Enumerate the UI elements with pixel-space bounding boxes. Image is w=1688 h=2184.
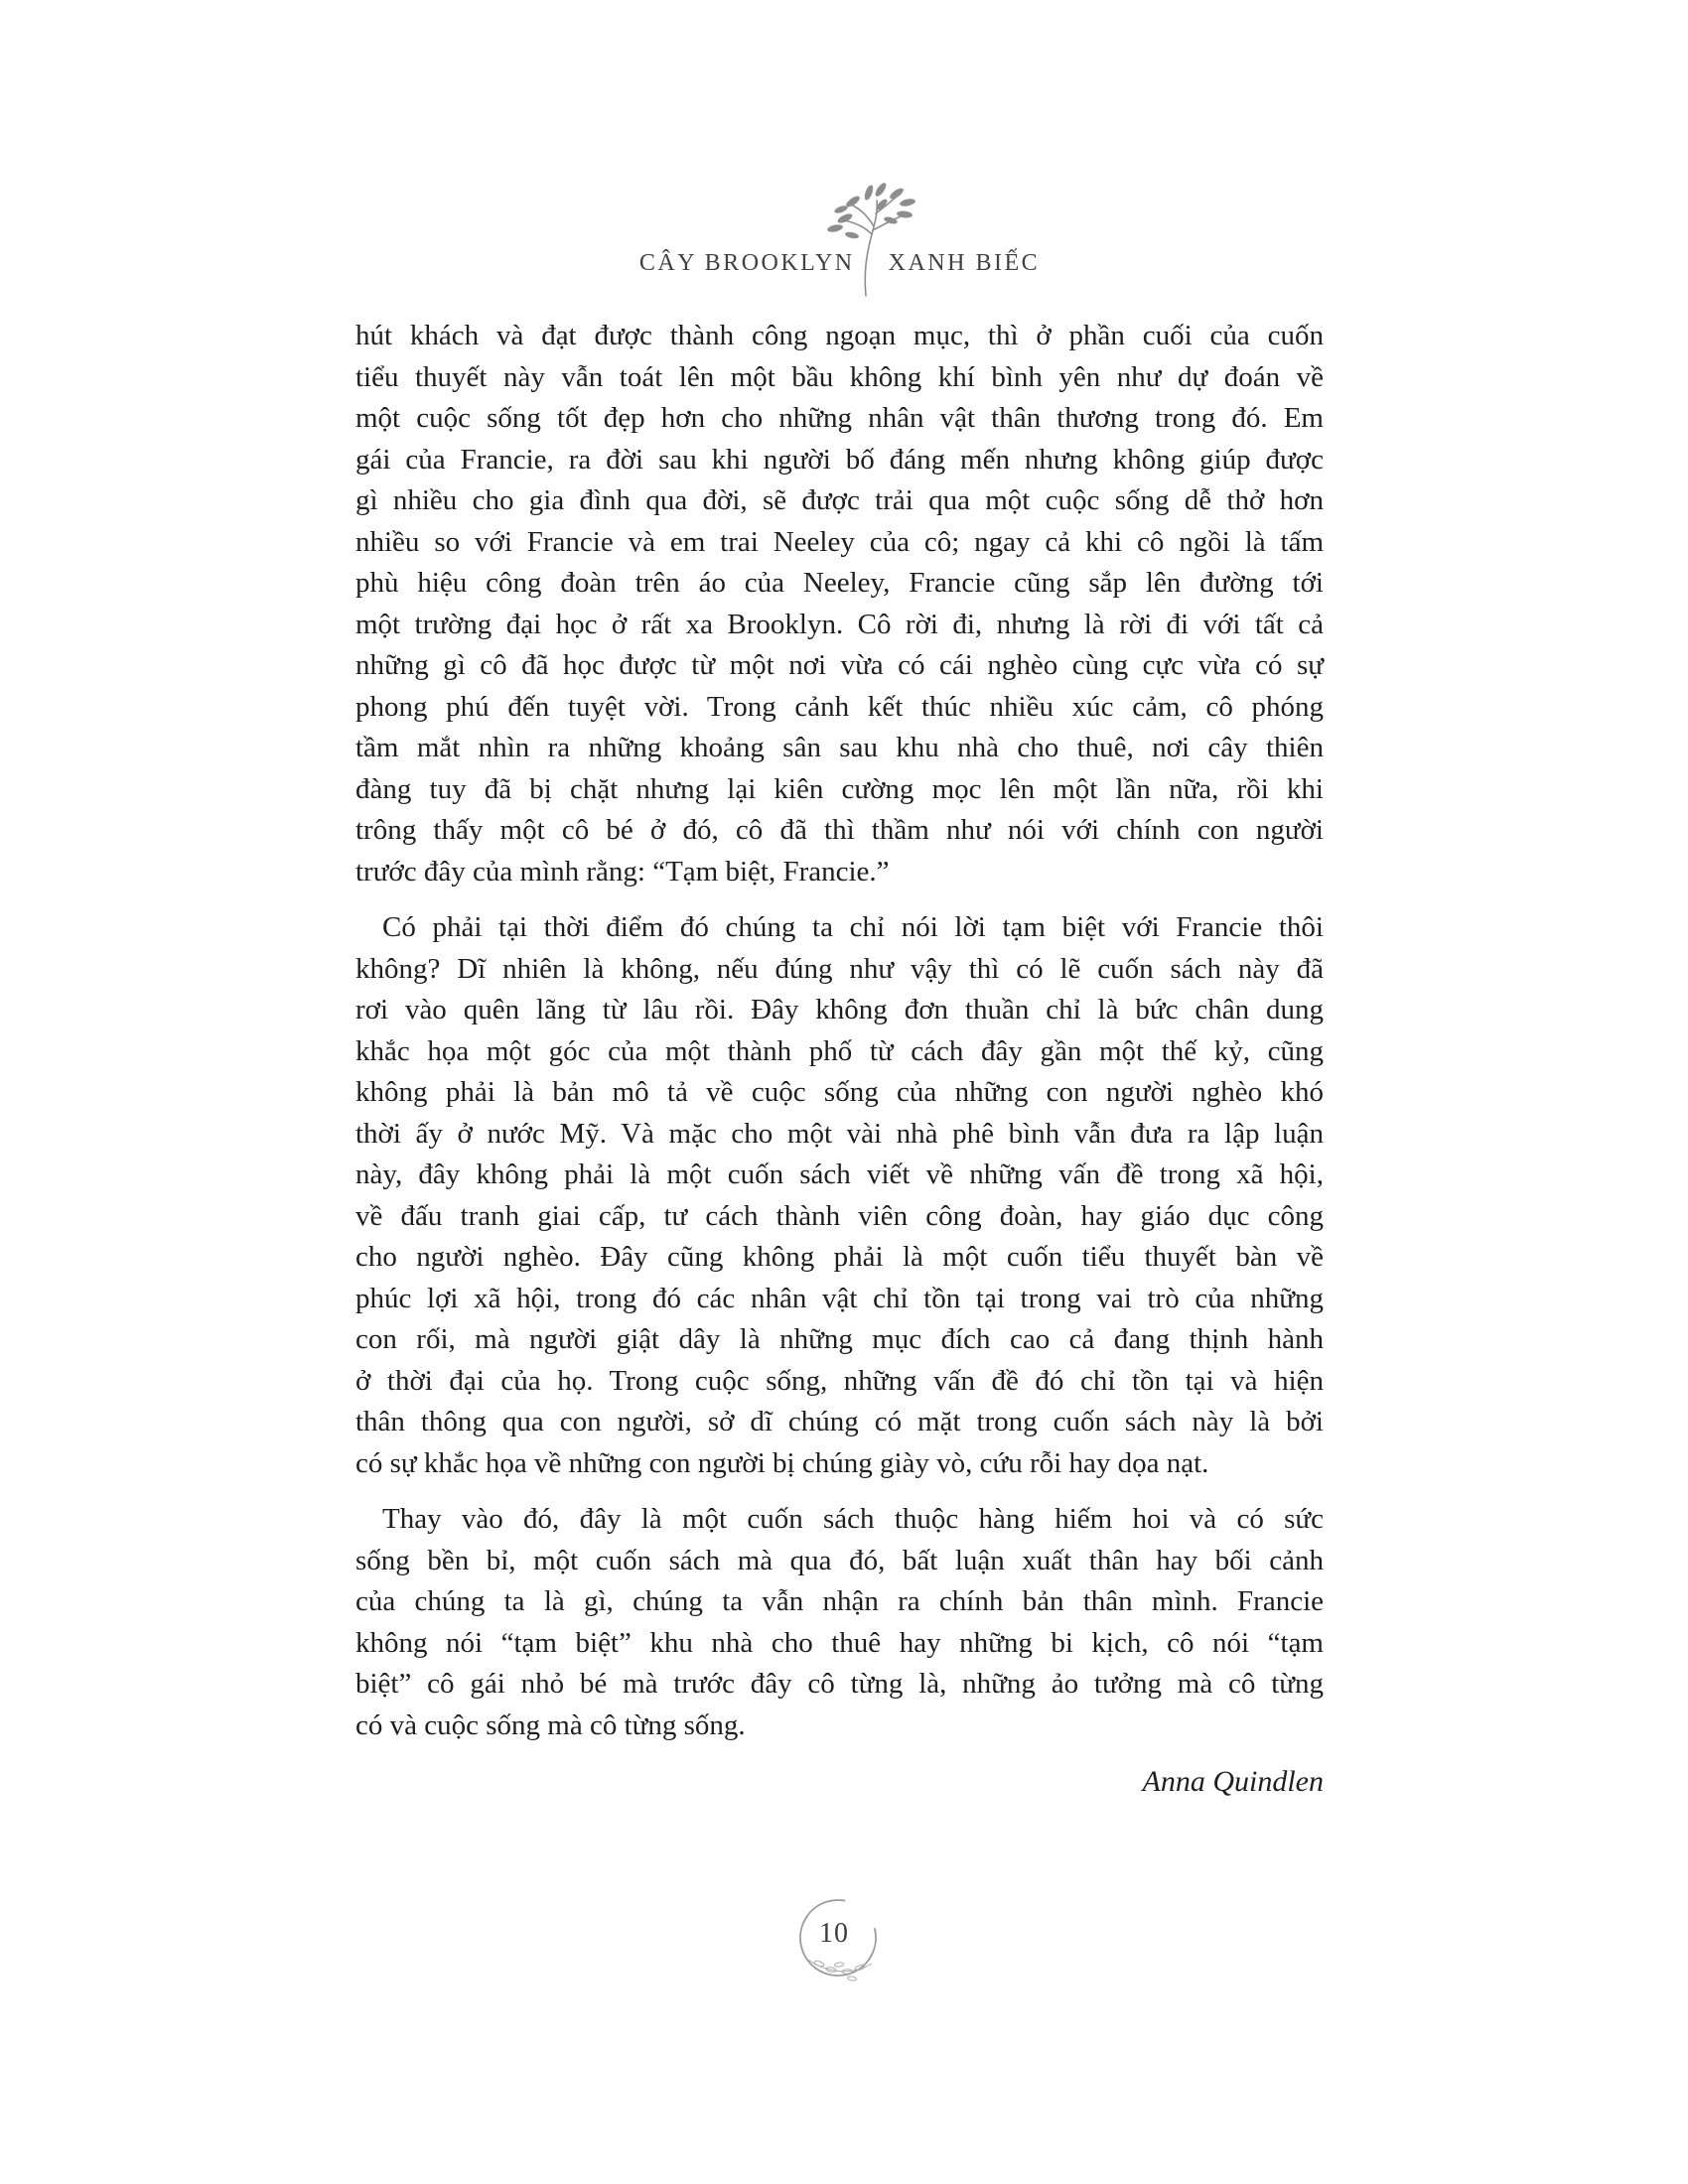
text-line: không phải là bản mô tả về cuộc sống của những con người nghèo khó xyxy=(355,1076,1324,1108)
header-title-left: CÂY BROOKLYN xyxy=(638,250,855,276)
header-title-right: XANH BIẾC xyxy=(888,250,1041,276)
text-line: một cuộc sống tốt đẹp hơn cho những nhân vật thân thương trong đó. Em xyxy=(355,402,1324,434)
text-line: đàng tuy đã bị chặt nhưng lại kiên cường mọc lên một lần nữa, rồi khi xyxy=(355,772,1324,805)
text-line: cho người nghèo. Đây cũng không phải là một cuốn tiểu thuyết bàn về xyxy=(355,1241,1324,1273)
page-footer xyxy=(792,1892,884,1983)
paragraph-2 xyxy=(355,907,1324,1484)
text-line: gì nhiều cho gia đình qua đời, sẽ được trải qua một cuộc sống dễ thở hơn xyxy=(355,484,1324,516)
text-line: thời ấy ở nước Mỹ. Và mặc cho một vài nhà phê bình vẫn đưa ra lập luận xyxy=(355,1117,1324,1150)
text-line: hút khách và đạt được thành công ngoạn mục, thì ở phần cuối của cuốn xyxy=(355,320,1324,351)
text-line: có sự khắc họa về những con người bị chúng giày vò, cứu rỗi hay dọa nạt. xyxy=(355,1446,1209,1479)
text-line: gái của Francie, ra đời sau khi người bố đáng mến nhưng không giúp được xyxy=(355,443,1324,476)
text-line: trước đây của mình rằng: “Tạm biệt, Francie.” xyxy=(355,855,890,887)
text-line: có và cuộc sống mà cô từng sống. xyxy=(355,1708,746,1741)
text-line: trông thấy một cô bé ở đó, cô đã thì thầm như nói với chính con người xyxy=(355,814,1324,846)
running-header xyxy=(355,250,1324,277)
text-line: tiểu thuyết này vẫn toát lên một bầu không khí bình yên như dự đoán về xyxy=(355,360,1324,393)
text-line: nhiều so với Francie và em trai Neeley của cô; ngay cả khi cô ngồi là tấm xyxy=(355,525,1324,558)
text-line: về đấu tranh giai cấp, tư cách thành viên công đoàn, hay giáo dục công xyxy=(355,1199,1324,1232)
paragraph-1 xyxy=(355,316,1324,892)
text-line: một trường đại học ở rất xa Brooklyn. Cô rời đi, nhưng là rời đi với tất cả xyxy=(355,608,1324,640)
text-line: rơi vào quên lãng từ lâu rồi. Đây không đơn thuần chỉ là bức chân dung xyxy=(355,994,1324,1025)
text-line: của chúng ta là gì, chúng ta vẫn nhận ra chính bản thân mình. Francie xyxy=(355,1585,1324,1617)
text-line: những gì cô đã học được từ một nơi vừa có cái nghèo cùng cực vừa có sự xyxy=(355,649,1324,681)
signature-author: Anna Quindlen xyxy=(1142,1765,1324,1798)
branch-ornament-icon xyxy=(812,183,923,298)
text-line: phù hiệu công đoàn trên áo của Neeley, Francie cũng sắp lên đường tới xyxy=(355,567,1324,599)
text-line: thân thông qua con người, sở dĩ chúng có mặt trong cuốn sách này là bởi xyxy=(355,1406,1324,1437)
text-line: phúc lợi xã hội, trong đó các nhân vật chỉ tồn tại trong vai trò của những xyxy=(355,1282,1324,1314)
text-line: không? Dĩ nhiên là không, nếu đúng như vậy thì có lẽ cuốn sách này đã xyxy=(355,952,1324,985)
text-line: này, đây không phải là một cuốn sách viết về những vấn đề trong xã hội, xyxy=(355,1159,1324,1190)
text-line: Có phải tại thời điểm đó chúng ta chỉ nói lời tạm biệt với Francie thôi xyxy=(382,911,1324,943)
text-line: Thay vào đó, đây là một cuốn sách thuộc hàng hiếm hoi và có sức xyxy=(382,1503,1324,1535)
text-line: phong phú đến tuyệt vời. Trong cảnh kết thúc nhiều xúc cảm, cô phóng xyxy=(355,690,1324,723)
text-line: ở thời đại của họ. Trong cuộc sống, những vấn đề đó chỉ tồn tại và hiện xyxy=(355,1364,1324,1397)
page-number: 10 xyxy=(819,1918,849,1949)
text-line: không nói “tạm biệt” khu nhà cho thuê hay những bi kịch, cô nói “tạm xyxy=(355,1626,1324,1659)
text-line: biệt” cô gái nhỏ bé mà trước đây cô từng là, những ảo tưởng mà cô từng xyxy=(355,1668,1324,1700)
paragraph-3 xyxy=(355,1499,1324,1746)
text-line: tầm mắt nhìn ra những khoảng sân sau khu nhà cho thuê, nơi cây thiên xyxy=(355,732,1324,763)
text-line: khắc họa một góc của một thành phố từ cách đây gần một thế kỷ, cũng xyxy=(355,1034,1324,1067)
text-line: con rối, mà người giật dây là những mục đích cao cả đang thịnh hành xyxy=(355,1323,1324,1355)
text-line: sống bền bỉ, một cuốn sách mà qua đó, bất luận xuất thân hay bối cảnh xyxy=(355,1544,1324,1576)
body-text xyxy=(355,316,1324,1803)
